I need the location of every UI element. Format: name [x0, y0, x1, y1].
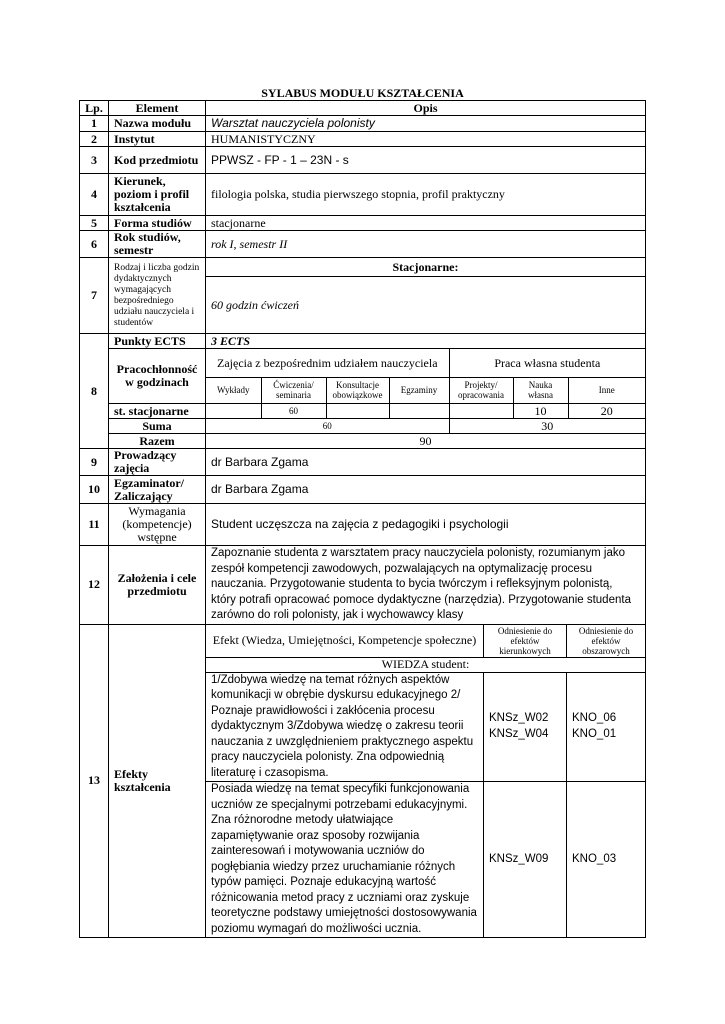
row-label: Kod przedmiotu	[109, 147, 206, 174]
st-nauka: 10	[513, 404, 568, 418]
suma-grid	[206, 419, 646, 434]
row-8-suma	[80, 419, 646, 434]
st-projekty	[449, 404, 513, 418]
razem-value: 90	[206, 434, 646, 449]
col-egzaminy: Egzaminy	[389, 377, 449, 403]
row-number: 13	[80, 624, 109, 938]
row-label: Forma studiów	[109, 216, 206, 231]
row-number: 2	[80, 132, 109, 147]
row-7-head	[80, 258, 646, 277]
row-number: 9	[80, 449, 109, 476]
st-egzaminy	[389, 404, 449, 418]
course-code-value: PPWSZ - FP - 1 – 23N - s	[206, 147, 646, 174]
study-form-value: stacjonarne	[206, 216, 646, 231]
row-9	[80, 449, 646, 476]
workload-label: Pracochłonność w godzinach	[109, 349, 206, 404]
col-wyklady: Wykłady	[206, 377, 261, 403]
row-label: Rodzaj i liczba godzin dydaktycznych wymagających bezpośredniego udziału nauczyciela i studentów	[109, 258, 206, 334]
row-label: Prowadzący zajęcia	[109, 449, 206, 476]
stacjonarne-heading: Stacjonarne:	[206, 258, 646, 277]
row-4	[80, 174, 646, 216]
row-5	[80, 216, 646, 231]
row-number: 11	[80, 504, 109, 546]
direct-contact-heading: Zajęcia z bezpośrednim udziałem nauczyciela	[206, 349, 449, 377]
row-8-stacjonarne	[80, 404, 646, 419]
row-6	[80, 231, 646, 258]
col-nauka: Nauka własna	[513, 377, 568, 403]
suma-own: 30	[449, 419, 645, 433]
col-projekty: Projekty/ opracowania	[449, 377, 513, 403]
ref-obszarowe-heading: Odniesienie do efektów obszarowych	[567, 624, 646, 657]
row-number: 8	[80, 334, 109, 449]
effect-1-text: 1/Zdobywa wiedzę na temat różnych aspektów komunikacji w obrębie dyskursu edukacyjnego 2/ Poznaje prawidłowości i zakłócenia procesu dydaktycznym 3/Zdobywa wiedzę o zakresu teorii nauczania z uwzględnieniem praktycznego aspektu pracy nauczyciela polonisty. Zna odpowiednią literaturę i czasopisma.	[206, 672, 484, 782]
workload-grid	[206, 349, 646, 404]
institute-value: HUMANISTYCZNY	[206, 132, 646, 147]
own-work-heading: Praca własna studenta	[449, 349, 645, 377]
row-1	[80, 116, 646, 132]
stacjonarne-inner-table	[206, 404, 645, 418]
col-cwiczenia: Ćwiczenia/ seminaria	[261, 377, 326, 403]
row-number: 4	[80, 174, 109, 216]
row-11	[80, 504, 646, 546]
ref-kierunkowe-heading: Odniesienie do efektów kierunkowych	[484, 624, 567, 657]
wiedza-heading: WIEDZA student:	[206, 657, 646, 672]
instructor-value: dr Barbara Zgama	[206, 449, 646, 476]
row-label: Kierunek, poziom i profil kształcenia	[109, 174, 206, 216]
row-number: 10	[80, 476, 109, 504]
row-label: Wymagania (kompetencje) wstępne	[109, 504, 206, 546]
requirements-value: Student uczęszcza na zajęcia z pedagogiki i psychologii	[206, 504, 646, 546]
row-label: Nazwa modułu	[109, 116, 206, 132]
stacjonarne-grid	[206, 404, 646, 419]
examiner-value: dr Barbara Zgama	[206, 476, 646, 504]
row-label: Egzaminator/ Zaliczający	[109, 476, 206, 504]
effect-1-obszarowe: KNO_06 KNO_01	[567, 672, 646, 782]
header-row	[80, 101, 646, 116]
goals-value: Zapoznanie studenta z warsztatem pracy nauczyciela polonisty, rozumianym jako zespół kompetencji zawodowych, pozwalających na optymalizację procesu nauczania. Przygotowanie studenta to bycia twórczym i refleksyjnym polonistą, który potrafi opracować pomoce dydaktyczne (narzędzia). Przygotowanie studenta zarówno do roli polonisty, jak i wychowawcy klasy	[206, 546, 646, 625]
row-number: 6	[80, 231, 109, 258]
col-konsultacje: Konsultacje obowiązkowe	[326, 377, 389, 403]
row-number: 5	[80, 216, 109, 231]
st-konsultacje	[326, 404, 389, 418]
effect-heading: Efekt (Wiedza, Umiejętności, Kompetencje społeczne)	[206, 624, 484, 657]
suma-direct: 60	[206, 419, 449, 433]
header-lp: Lp.	[80, 101, 109, 116]
row-2	[80, 132, 646, 147]
row-13-head	[80, 624, 646, 657]
row-8-razem	[80, 434, 646, 449]
row-3	[80, 147, 646, 174]
header-element: Element	[109, 101, 206, 116]
razem-label: Razem	[109, 434, 206, 449]
row-12	[80, 546, 646, 625]
ects-label: Punkty ECTS	[109, 334, 206, 349]
teaching-hours-value: 60 godzin ćwiczeń	[206, 277, 646, 334]
effect-2-obszarowe: KNO_03	[567, 782, 646, 938]
syllabus-table	[79, 100, 646, 938]
ects-value: 3 ECTS	[206, 334, 646, 349]
row-10	[80, 476, 646, 504]
suma-inner-table	[206, 419, 645, 433]
row-label: Założenia i cele przedmiotu	[109, 546, 206, 625]
row-number: 3	[80, 147, 109, 174]
st-wyklady	[206, 404, 261, 418]
effect-2-kierunkowe: KNSz_W09	[484, 782, 567, 938]
row-label: Rok studiów, semestr	[109, 231, 206, 258]
year-semester-value: rok I, semestr II	[206, 231, 646, 258]
row-label: Instytut	[109, 132, 206, 147]
col-inne: Inne	[568, 377, 645, 403]
st-cwiczenia: 60	[261, 404, 326, 418]
st-inne: 20	[568, 404, 645, 418]
suma-label: Suma	[109, 419, 206, 434]
effect-2-text: Posiada wiedzę na temat specyfiki funkcjonowania uczniów ze specjalnymi potrzebami edukacyjnymi. Zna różnorodne metody ułatwiające zapamiętywanie oraz sposoby rozwijania zainteresowań i motywowania uczniów do pogłębiania wiedzy przez uruchamianie różnych typów pamięci. Poznaje edukacyjną wartość różnicowania metod pracy z uczniami oraz zyskuje teoretyczne podstawy umiejętności dostosowywania poziomu wymagań do możliwości ucznia.	[206, 782, 484, 938]
row-8-workload	[80, 349, 646, 404]
row-8-ects	[80, 334, 646, 349]
st-stacjonarne-label: st. stacjonarne	[109, 404, 206, 419]
row-number: 1	[80, 116, 109, 132]
workload-inner-table	[206, 349, 645, 403]
page-title: SYLABUS MODUŁU KSZTAŁCENIA	[261, 86, 464, 100]
row-number: 7	[80, 258, 109, 334]
row-number: 12	[80, 546, 109, 625]
row-label: Efekty kształcenia	[109, 624, 206, 938]
header-opis: Opis	[206, 101, 646, 116]
module-name-value: Warsztat nauczyciela polonisty	[206, 116, 646, 132]
field-of-study-value: filologia polska, studia pierwszego stopnia, profil praktyczny	[206, 174, 646, 216]
effect-1-kierunkowe: KNSz_W02 KNSz_W04	[484, 672, 567, 782]
